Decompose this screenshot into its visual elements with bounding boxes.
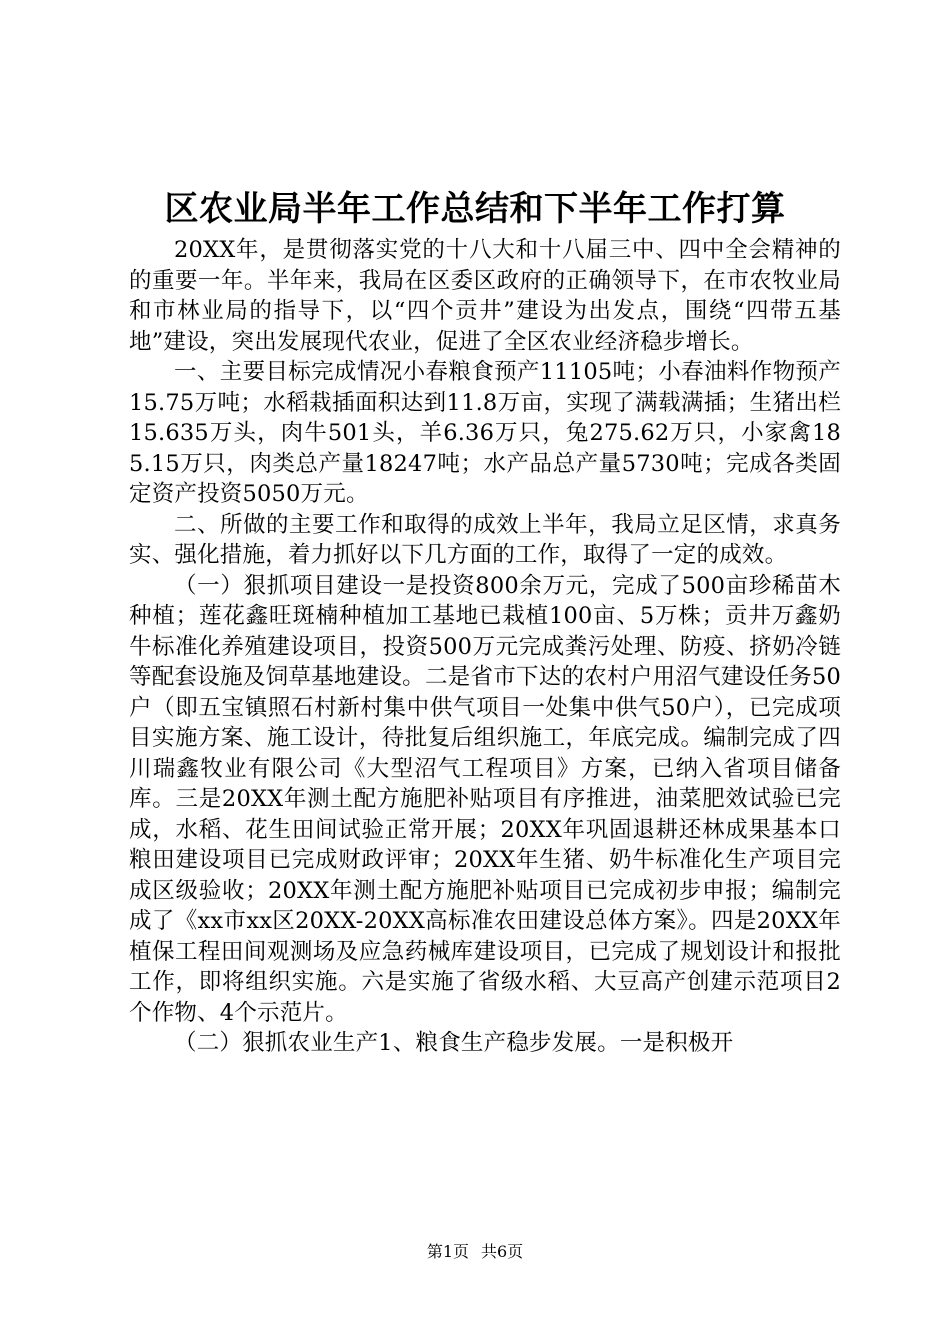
paragraph-main-work: 二、所做的主要工作和取得的成效上半年，我局立足区情，求真务实、强化措施，着力抓好以下几方面的工作，取得了一定的成效。 xyxy=(129,511,841,568)
page-number: 第1页 xyxy=(426,1242,469,1261)
paragraph-projects: （一）狠抓项目建设一是投资800余万元，完成了500亩珍稀苗木种植；莲花鑫旺斑楠种植加工基地已栽植100亩、5万株；贡井万鑫奶牛标准化养殖建设项目，投资500万元完成粪污处理、防疫、挤奶冷链等配套设施及饲草基地建设。二是省市下达的农村户用沼气建设任务50户（即五宝镇照石村新村集中供气项目一处集中供气50户），已完成项目实施方案、施工设计，待批复后组织施工，年底完成。编制完成了四川瑞鑫牧业有限公司《大型沼气工程项目》方案，已纳入省项目储备库。三是20XX年测土配方施肥补贴项目有序推进，油菜肥效试验已完成，水稻、花生田间试验正常开展；20XX年巩固退耕还林成果基本口粮田建设项目已完成财政评审；20XX年生猪、奶牛标准化生产项目完成区级验收；20XX年测土配方施肥补贴项目已完成初步申报；编制完成了《xx市xx区20XX-20XX高标准农田建设总体方案》。四是20XX年植保工程田间观测场及应急药械库建设项目，已完成了规划设计和报批工作，即将组织实施。六是实施了省级水稻、大豆高产创建示范项目2个作物、4个示范片。 xyxy=(129,572,841,1026)
page-total: 共6页 xyxy=(481,1242,524,1261)
paragraph-intro: 20XX年，是贯彻落实党的十八大和十八届三中、四中全会精神的的重要一年。半年来，我局在区委区政府的正确领导下，在市农牧业局和市林业局的指导下，以“四个贡井”建设为出发点，围绕“四带五基地”建设，突出发展现代农业，促进了全区农业经济稳步增长。 xyxy=(129,237,841,355)
document-body xyxy=(129,235,841,1059)
document-title: 区农业局半年工作总结和下半年工作打算 xyxy=(164,189,786,229)
page-footer xyxy=(0,1240,950,1264)
paragraph-targets: 一、主要目标完成情况小春粮食预产11105吨；小春油料作物预产15.75万吨；水稻栽插面积达到11.8万亩，实现了满载满插；生猪出栏15.635万头，肉牛501头，羊6.36万只，兔275.62万只，小家禽185.15万只，肉类总产量18247吨；水产品总产量5730吨；完成各类固定资产投资5050万元。 xyxy=(129,359,841,507)
paragraph-production: （二）狠抓农业生产1、粮食生产稳步发展。一是积极开 xyxy=(174,1030,734,1056)
